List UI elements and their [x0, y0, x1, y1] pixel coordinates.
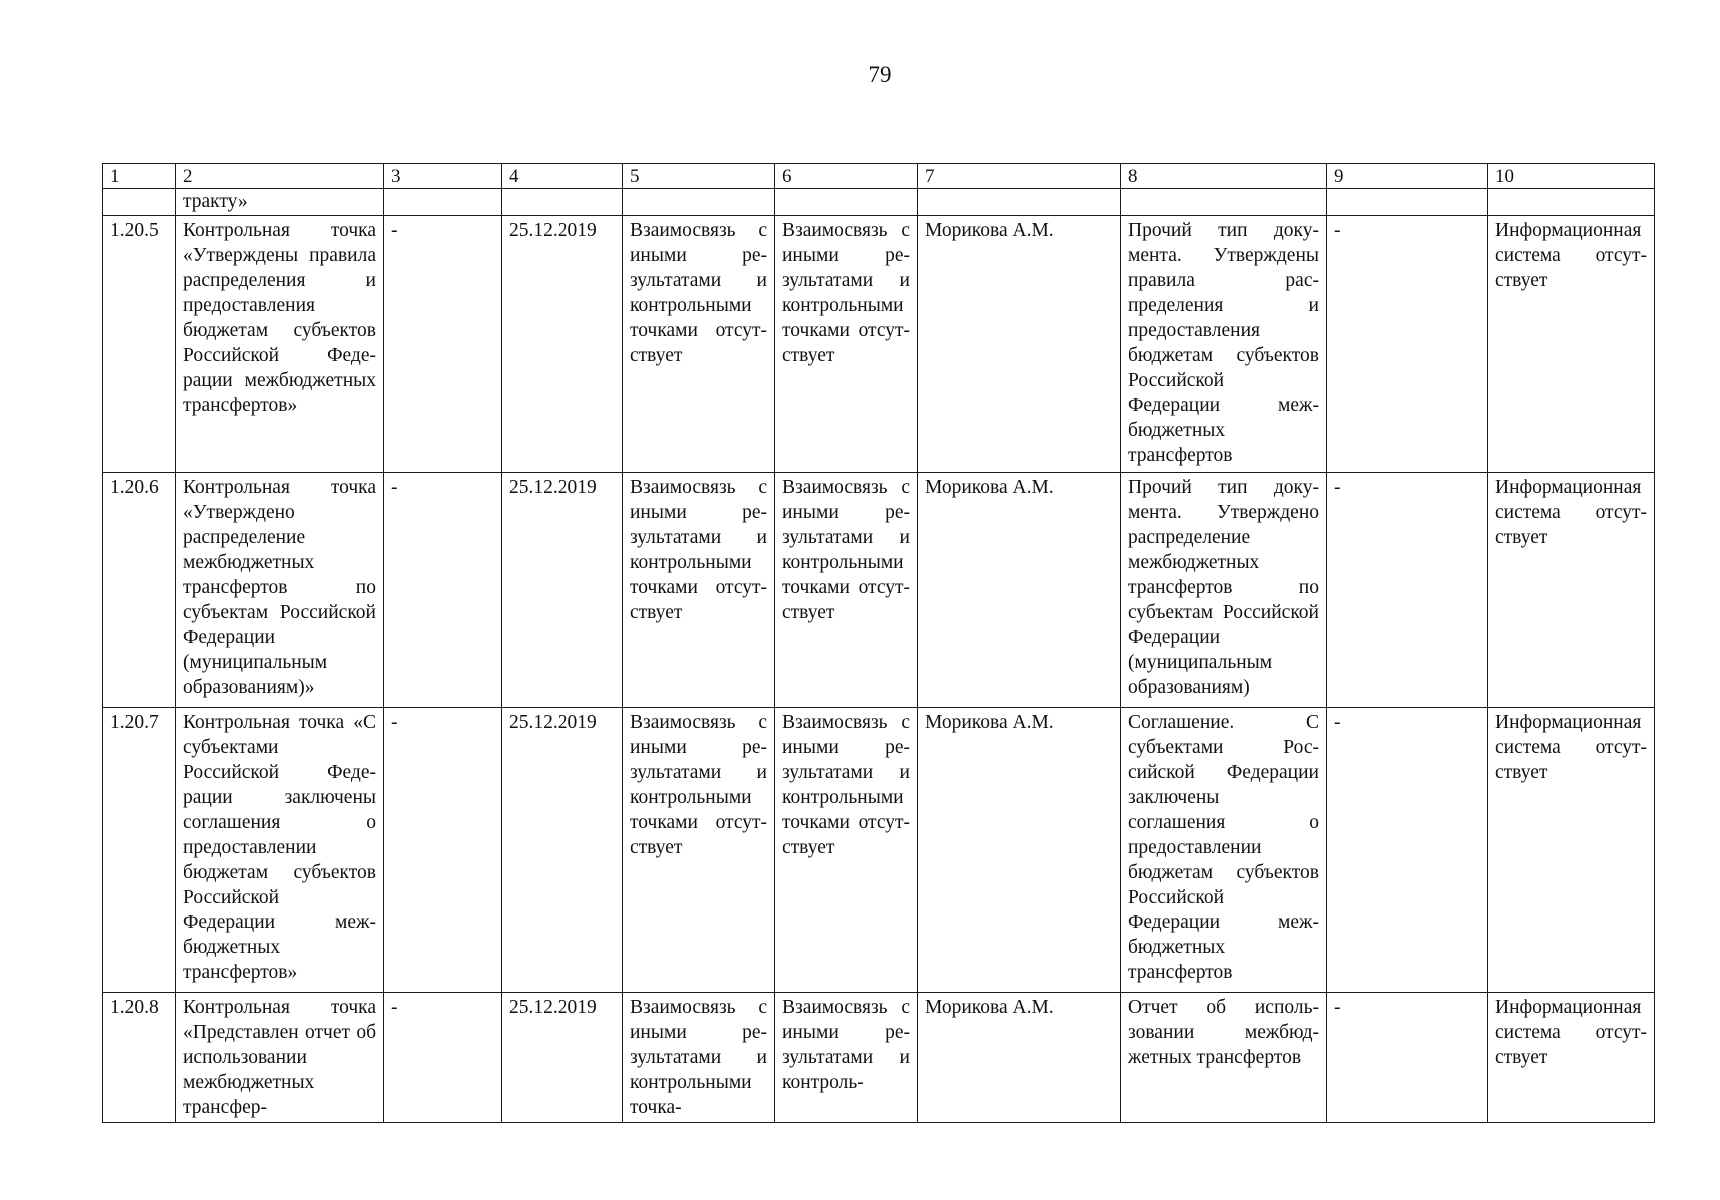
table-cell: [103, 189, 176, 216]
column-number: 2: [176, 164, 384, 189]
row-number: 1.20.7: [103, 708, 176, 993]
due-date: 25.12.2019: [502, 216, 623, 473]
table-cell: [918, 189, 1121, 216]
relations-cell: Взаимосвязь с иными результатами и контрольными точками отсутствует: [623, 708, 775, 993]
due-date: 25.12.2019: [502, 473, 623, 708]
table-cell: [1327, 189, 1488, 216]
table-cell: [623, 189, 775, 216]
relations-cell: Взаимосвязь с иными результатами и контрольными точками отсутствует: [623, 473, 775, 708]
document-type: Прочий тип документа. Утверждено распределение межбюджетных трансфертов по субъектам Российской Федерации (муниципальным образованиям): [1121, 473, 1327, 708]
column-number: 9: [1327, 164, 1488, 189]
control-point-name: Контрольная точка «Утверждены правила распределения и предоставления бюджетам субъектов Российской Федерации межбюджетных трансфертов»: [176, 216, 384, 473]
column-number: 6: [775, 164, 918, 189]
responsible-person: Морикова А.М.: [918, 473, 1121, 708]
document-type: Отчет об использовании межбюджетных трансфертов: [1121, 993, 1327, 1123]
responsible-person: Морикова А.М.: [918, 708, 1121, 993]
table-cell: [1121, 189, 1327, 216]
column-number: 5: [623, 164, 775, 189]
table-cell: [384, 189, 502, 216]
responsible-person: Морикова А.М.: [918, 216, 1121, 473]
column-number: 1: [103, 164, 176, 189]
continuation-row: [103, 189, 1655, 216]
information-system: Информационная система отсутствует: [1488, 708, 1655, 993]
column-number: 7: [918, 164, 1121, 189]
table-row: [103, 473, 1655, 708]
column-number: 4: [502, 164, 623, 189]
relations-cell: Взаимосвязь с иными результатами и контрольными точка-: [623, 993, 775, 1123]
control-points-table: [102, 163, 1655, 1123]
table-cell: -: [384, 473, 502, 708]
table-row: [103, 993, 1655, 1123]
information-system: Информационная система отсутствует: [1488, 993, 1655, 1123]
column-number: 3: [384, 164, 502, 189]
table-cell: -: [1327, 993, 1488, 1123]
table-cell: -: [1327, 708, 1488, 993]
due-date: 25.12.2019: [502, 993, 623, 1123]
control-point-name: Контрольная точка «С субъектами Российской Федерации заключены соглашения о предоставлении бюджетам субъектов Российской Федерации межбюджетных трансфертов»: [176, 708, 384, 993]
row-number: 1.20.6: [103, 473, 176, 708]
row-number: 1.20.8: [103, 993, 176, 1123]
information-system: Информационная система отсутствует: [1488, 216, 1655, 473]
table-cell: -: [384, 993, 502, 1123]
information-system: Информационная система отсутствует: [1488, 473, 1655, 708]
table-row: [103, 708, 1655, 993]
document-type: Прочий тип документа. Утверждены правила распределения и предоставления бюджетам субъектов Российской Федерации межбюджетных трансфертов: [1121, 216, 1327, 473]
due-date: 25.12.2019: [502, 708, 623, 993]
relations-cell: Взаимосвязь с иными результатами и контрольными точками отсутствует: [775, 708, 918, 993]
table-cell: -: [384, 708, 502, 993]
responsible-person: Морикова А.М.: [918, 993, 1121, 1123]
table-cell: [1488, 189, 1655, 216]
control-point-name: Контрольная точка «Представлен отчет об использовании межбюджетных трансфер-: [176, 993, 384, 1123]
relations-cell: Взаимосвязь с иными результатами и контроль-: [775, 993, 918, 1123]
page-number: 79: [868, 62, 892, 87]
table-cell: -: [1327, 216, 1488, 473]
relations-cell: Взаимосвязь с иными результатами и контрольными точками отсутствует: [623, 216, 775, 473]
table-cell: [775, 189, 918, 216]
table-row: [103, 216, 1655, 473]
column-number: 10: [1488, 164, 1655, 189]
document-type: Соглашение. С субъектами Российской Федерации заключены соглашения о предоставлении бюджетам субъектов Российской Федерации межбюджетных трансфертов: [1121, 708, 1327, 993]
column-number: 8: [1121, 164, 1327, 189]
control-point-name: Контрольная точка «Утверждено распределение межбюджетных трансфертов по субъектам Российской Федерации (муниципальным образованиям)»: [176, 473, 384, 708]
table-cell: [502, 189, 623, 216]
table-cell: тракту»: [176, 189, 384, 216]
table-cell: -: [1327, 473, 1488, 708]
row-number: 1.20.5: [103, 216, 176, 473]
column-number-row: [103, 164, 1655, 189]
table-cell: -: [384, 216, 502, 473]
relations-cell: Взаимосвязь с иными результатами и контрольными точками отсутствует: [775, 473, 918, 708]
relations-cell: Взаимосвязь с иными результатами и контрольными точками отсутствует: [775, 216, 918, 473]
